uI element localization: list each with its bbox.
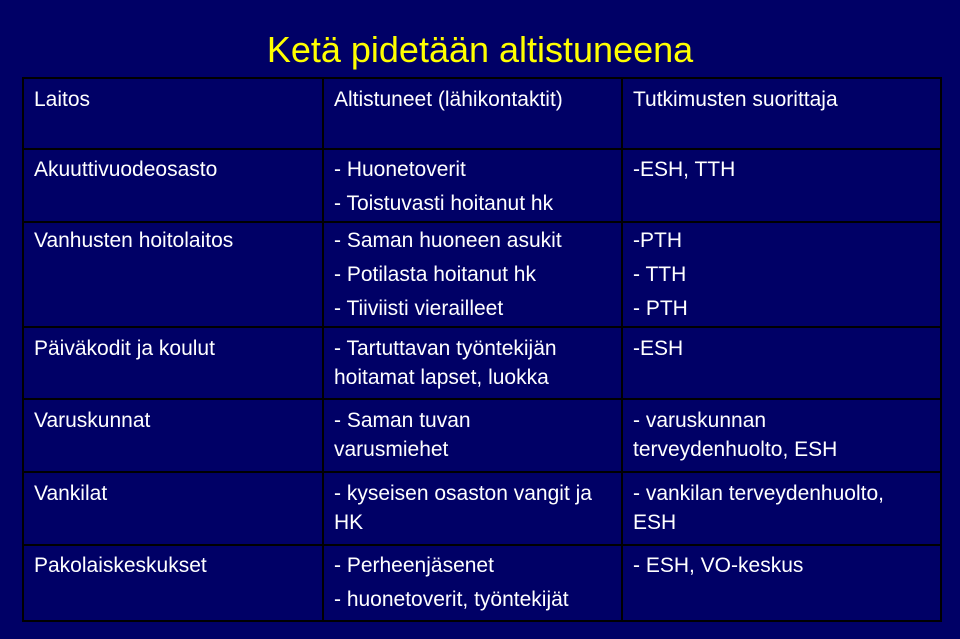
cell-exposed: - Perheenjäsenet - huonetoverit, työntekijät [323,545,622,621]
table-row [23,545,941,621]
cell-institution: Varuskunnat [23,399,323,472]
cell-exposed: - kyseisen osaston vangit ja HK [323,472,622,545]
cell-investigator: - ESH, VO-keskus [622,545,941,621]
table-row [23,399,941,472]
cell-investigator: - vankilan terveydenhuolto, ESH [622,472,941,545]
table-row [23,149,941,222]
header-investigator: Tutkimusten suorittaja [622,78,941,149]
cell-institution: Akuuttivuodeosasto [23,149,323,222]
table-row [23,222,941,327]
table-row [23,472,941,545]
header-exposed: Altistuneet (lähikontaktit) [323,78,622,149]
cell-exposed: - Tartuttavan työntekijän hoitamat lapset, luokka [323,327,622,399]
cell-exposed: - Huonetoverit - Toistuvasti hoitanut hk [323,149,622,222]
table-header-row [23,78,941,149]
table-row [23,327,941,399]
cell-investigator: -ESH, TTH [622,149,941,222]
cell-investigator: - varuskunnan terveydenhuolto, ESH [622,399,941,472]
cell-institution: Vankilat [23,472,323,545]
slide-title: Ketä pidetään altistuneena [266,29,694,70]
cell-investigator: -ESH [622,327,941,399]
exposure-table [22,77,942,622]
cell-institution: Vanhusten hoitolaitos [23,222,323,327]
cell-institution: Päiväkodit ja koulut [23,327,323,399]
cell-investigator: -PTH - TTH - PTH [622,222,941,327]
header-institution: Laitos [23,78,323,149]
cell-exposed: - Saman huoneen asukit - Potilasta hoitanut hk - Tiiviisti vierailleet [323,222,622,327]
cell-institution: Pakolaiskeskukset [23,545,323,621]
cell-exposed: - Saman tuvan varusmiehet [323,399,622,472]
